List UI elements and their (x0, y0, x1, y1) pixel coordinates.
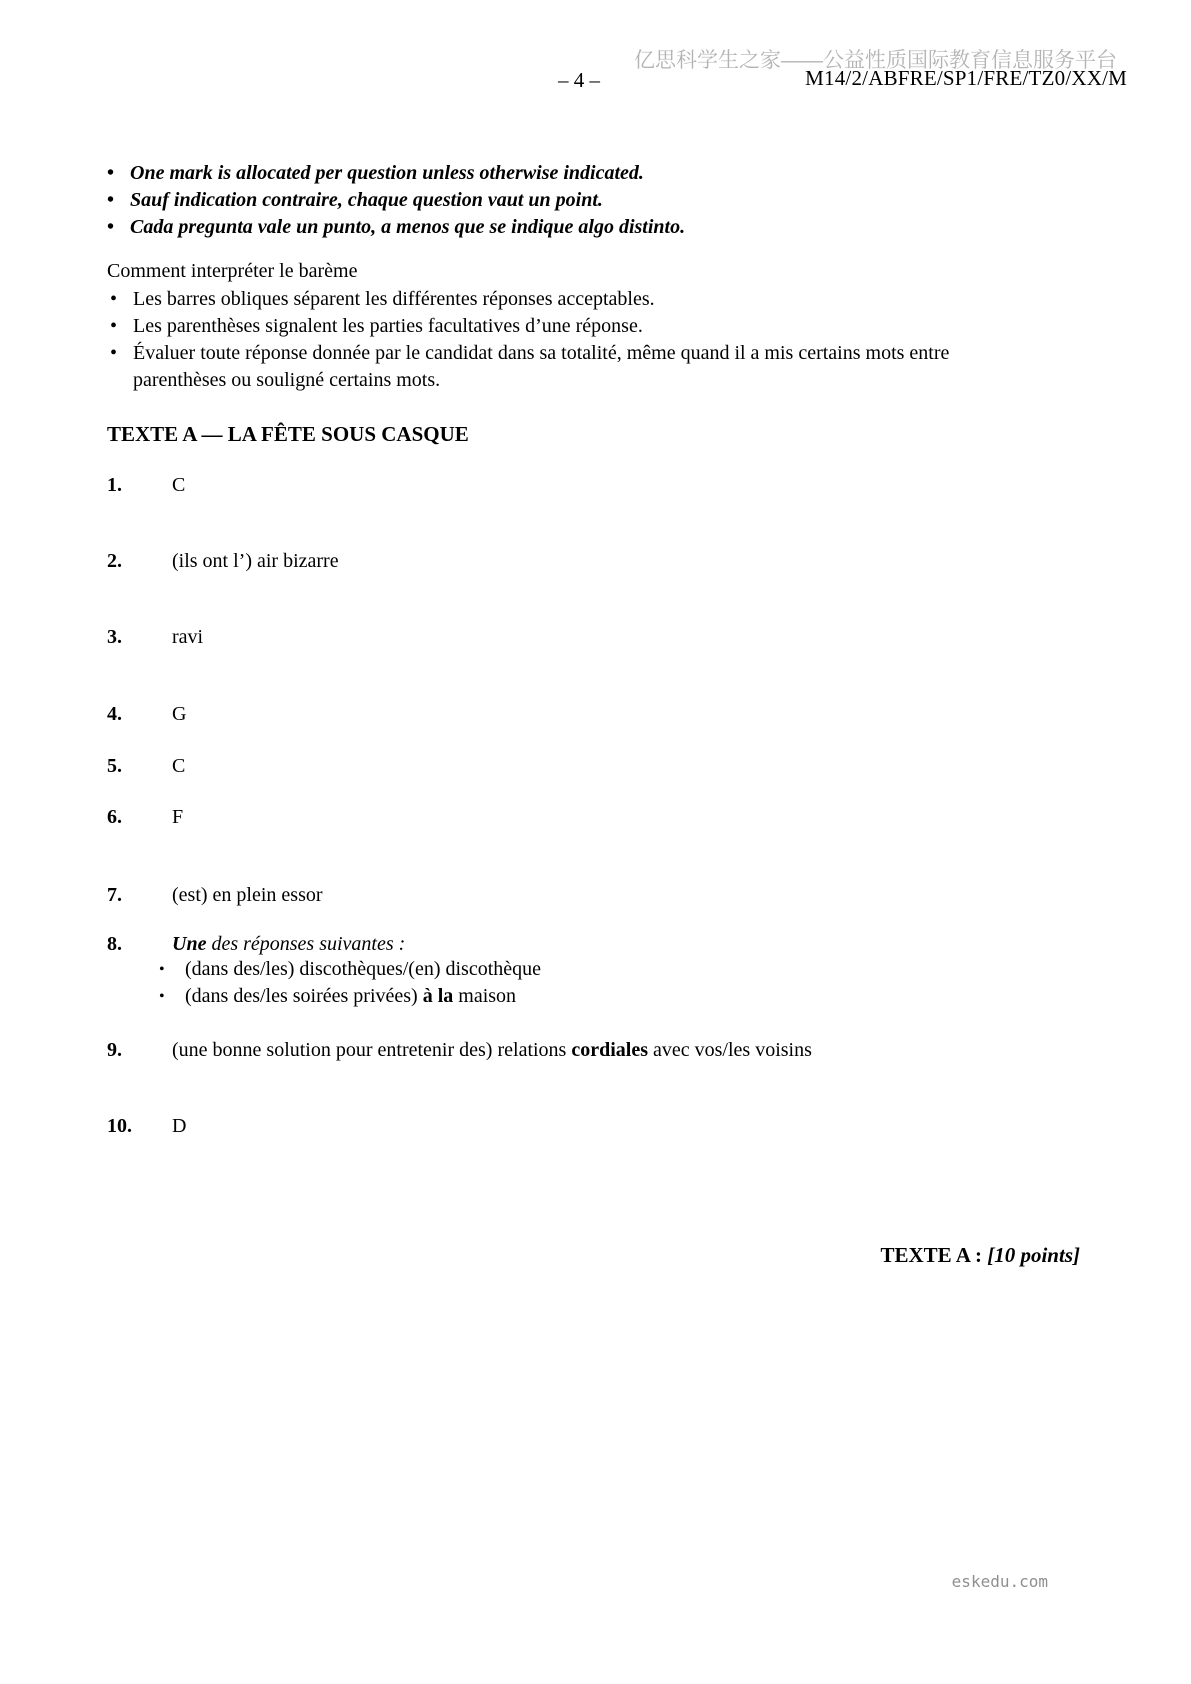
answer-row (107, 932, 1127, 1010)
answer-text (172, 473, 1127, 497)
text-segment: C (172, 755, 186, 777)
bullet-icon: • (110, 315, 118, 337)
text-segment: maison (453, 985, 517, 1007)
paper-code: M14/2/ABFRE/SP1/FRE/TZ0/XX/M (805, 66, 1127, 90)
answer-main-line (172, 702, 1127, 726)
section-title: TEXTE A — LA FÊTE SOUS CASQUE (107, 422, 469, 446)
answer-row (107, 473, 1127, 497)
text-segment: G (172, 703, 187, 725)
total-label: TEXTE A : (880, 1243, 982, 1267)
note-text: Sauf indication contraire, chaque question vaut un point. (130, 189, 603, 211)
total-points: [10 points] (987, 1243, 1080, 1267)
text-segment: (une bonne solution pour entretenir des) relations (172, 1039, 572, 1061)
sub-bullet-text (185, 983, 516, 1010)
answer-text (172, 1038, 1127, 1062)
text-segment: Une (172, 933, 207, 955)
answer-number: 10. (107, 1115, 132, 1137)
answer-number: 4. (107, 703, 122, 725)
bareme-text: Les parenthèses signalent les parties facultatives d’une réponse. (133, 315, 643, 337)
answer-number: 5. (107, 755, 122, 777)
answer-main-line (172, 754, 1127, 778)
answer-main-line (172, 625, 1127, 649)
text-segment: des réponses suivantes : (206, 933, 406, 955)
bareme-text: Les barres obliques séparent les différentes réponses acceptables. (133, 288, 655, 310)
answer-number: 8. (107, 933, 122, 955)
answer-main-line (172, 1038, 1127, 1062)
text-segment: (est) en plein essor (172, 884, 323, 906)
bullet-icon: • (110, 342, 118, 364)
bareme-list (107, 286, 1027, 394)
answer-text (172, 1114, 1127, 1138)
answer-text (172, 702, 1127, 726)
answer-row (107, 883, 1127, 907)
sub-bullet-row (157, 956, 1127, 983)
answer-number: 7. (107, 884, 122, 906)
answer-row (107, 549, 1127, 573)
answer-main-line (172, 932, 1127, 956)
text-segment: (dans des/les soirées privées) (185, 985, 423, 1007)
bareme-text: Évaluer toute réponse donnée par le candidat dans sa totalité, même quand il a mis certains mots entre parenthèses ou souligné certains mots. (133, 342, 950, 391)
text-segment: F (172, 806, 184, 828)
site-watermark: eskedu.com (951, 1572, 1048, 1591)
text-segment: (ils ont l’) air bizarre (172, 550, 339, 572)
text-segment: ravi (172, 626, 204, 648)
answer-text (172, 625, 1127, 649)
text-segment: D (172, 1115, 187, 1137)
bullet-icon: • (159, 988, 165, 1005)
text-segment: C (172, 474, 186, 496)
bullet-icon: • (107, 162, 115, 184)
answer-row (107, 625, 1127, 649)
bareme-title: Comment interpréter le barème (107, 260, 358, 282)
answer-main-line (172, 549, 1127, 573)
text-segment: à la (422, 985, 454, 1007)
bareme-item (107, 313, 1027, 340)
note-text: One mark is allocated per question unless otherwise indicated. (130, 162, 644, 184)
sub-bullet-text (185, 956, 541, 983)
answers-list (107, 473, 1127, 1138)
total-line (880, 1243, 1080, 1267)
chinese-watermark-text: 亿思科学生之家——公益性质国际教育信息服务平台 (634, 49, 1117, 72)
answer-number: 1. (107, 474, 122, 496)
answer-text (159, 932, 1127, 1010)
text-segment: cordiales (571, 1039, 648, 1061)
page-number: – 4 – (558, 68, 600, 92)
answer-main-line (172, 805, 1127, 829)
answer-main-line (172, 1114, 1127, 1138)
answer-row (107, 1038, 1127, 1062)
answer-number: 3. (107, 626, 122, 648)
bullet-icon: • (107, 216, 115, 238)
answer-main-line (172, 883, 1127, 907)
answer-number: 9. (107, 1039, 122, 1061)
answer-row (107, 805, 1127, 829)
bullet-icon: • (107, 189, 115, 211)
answer-text (172, 549, 1127, 573)
bareme-section (107, 258, 1127, 394)
answer-row (107, 702, 1127, 726)
bareme-item (107, 340, 1027, 394)
note-item (107, 187, 1127, 214)
note-item (107, 160, 1127, 187)
answer-number: 6. (107, 806, 122, 828)
note-text: Cada pregunta vale un punto, a menos que se indique algo distinto. (130, 216, 686, 238)
text-segment: avec vos/les voisins (648, 1039, 812, 1061)
notes-list (107, 160, 1127, 241)
answer-text (172, 754, 1127, 778)
answer-main-line (172, 473, 1127, 497)
answer-row (107, 1114, 1127, 1138)
sub-bullet-row (157, 983, 1127, 1010)
bareme-item (107, 286, 1027, 313)
answer-text (172, 805, 1127, 829)
answer-text (172, 883, 1127, 907)
bullet-icon: • (110, 288, 118, 310)
answer-row (107, 754, 1127, 778)
text-segment: (dans des/les) discothèques/(en) discothèque (185, 958, 542, 980)
bullet-icon: • (159, 961, 165, 978)
note-item (107, 214, 1127, 241)
answer-number: 2. (107, 550, 122, 572)
